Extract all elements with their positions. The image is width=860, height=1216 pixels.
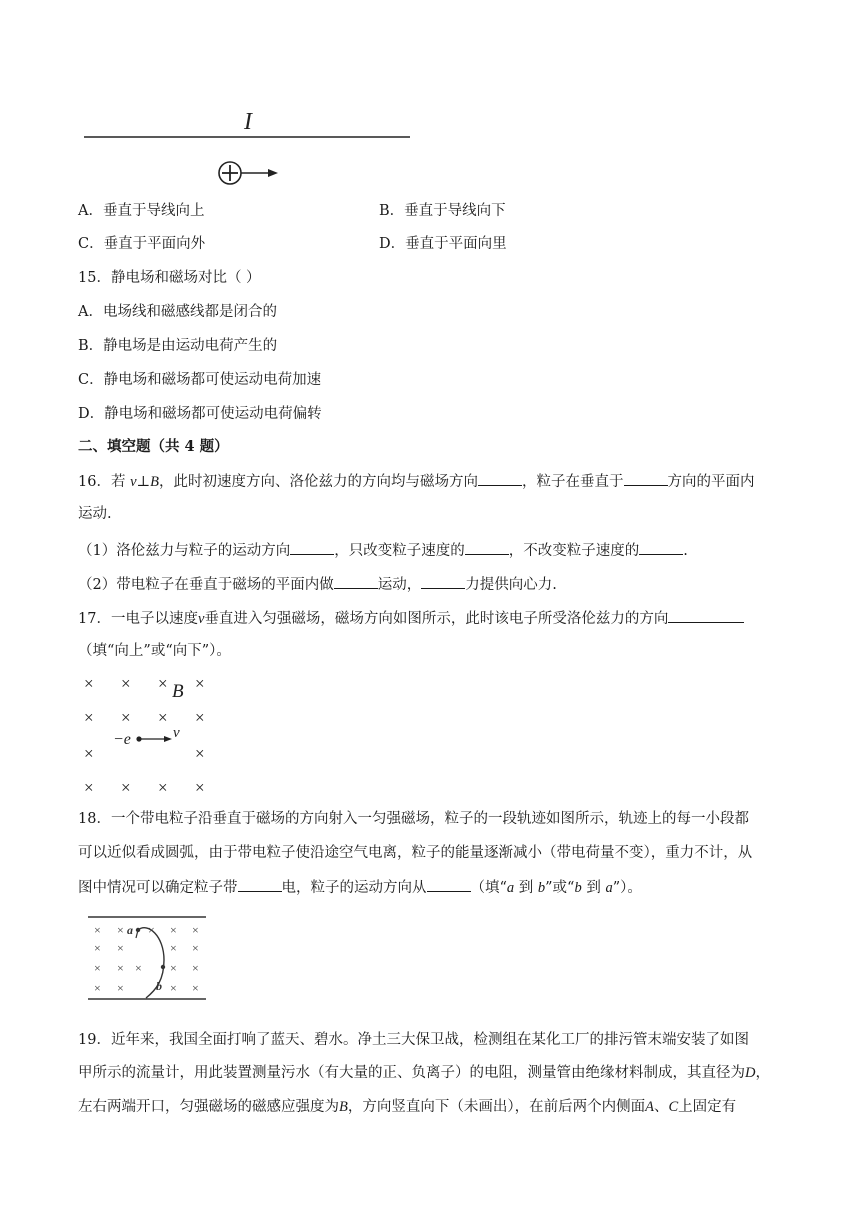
svg-text:×: ×: [195, 708, 205, 727]
q15-stem: 15．静电场和磁场对比（ ）: [78, 270, 261, 286]
answer-blank[interactable]: [478, 471, 522, 486]
q18-line3: 图中情况可以确定粒子带 电，粒子的运动方向从 （填“a 到 b”或“b 到 a”）。: [78, 877, 642, 898]
q16-line2: 运动.: [78, 506, 112, 522]
current-label: I: [244, 109, 252, 135]
q14-option-d: D．垂直于平面向里: [379, 236, 507, 252]
answer-blank[interactable]: [668, 608, 744, 623]
q19-line2: 甲所示的流量计，用此装置测量污水（有大量的正、负离子）的电阻，测量管由绝缘材料制成，其直径为D，: [78, 1065, 770, 1081]
svg-text:×: ×: [195, 744, 205, 763]
q16-line1: 16．若 v⊥B，此时初速度方向、洛伦兹力的方向均与磁场方向 ，粒子在垂直于 方向的平面内: [78, 471, 755, 492]
trajectory-field-crosses: [94, 923, 199, 995]
section-title-fill-in: 二、填空题（共 4 题）: [78, 438, 229, 455]
figure-particle-trajectory: [86, 914, 210, 1004]
answer-blank[interactable]: [427, 877, 471, 892]
svg-text:×: ×: [135, 961, 142, 975]
answer-blank[interactable]: [639, 540, 683, 555]
field-crosses: [84, 674, 205, 797]
svg-text:×: ×: [94, 941, 101, 955]
svg-text:×: ×: [192, 941, 199, 955]
q16-sub2: （2）带电粒子在垂直于磁场的平面内做 运动， 力提供向心力.: [78, 574, 557, 595]
q14-option-a: A．垂直于导线向上: [78, 203, 205, 219]
svg-text:×: ×: [84, 744, 94, 763]
q16-sub1: （1）洛伦兹力与粒子的运动方向 ，只改变粒子速度的 ，不改变粒子速度的 .: [78, 540, 688, 561]
answer-blank[interactable]: [624, 471, 668, 486]
svg-text:×: ×: [170, 981, 177, 995]
q14-option-b: B．垂直于导线向下: [379, 203, 506, 219]
electron-label: −e: [113, 731, 131, 748]
svg-text:×: ×: [84, 778, 94, 797]
figure-wire-current: [78, 104, 418, 188]
svg-text:×: ×: [117, 981, 124, 995]
q17-line2: （填“向上”或“向下”）。: [78, 643, 231, 659]
q19-line3: 左右两端开口，匀强磁场的磁感应强度为B，方向竖直向下（未画出），在前后两个内侧面A、C上固定有: [78, 1099, 737, 1115]
svg-text:×: ×: [117, 961, 124, 975]
svg-text:×: ×: [158, 674, 168, 693]
svg-text:×: ×: [84, 674, 94, 693]
q17-line1: 17．一电子以速度v垂直进入匀强磁场，磁场方向如图所示，此时该电子所受洛伦兹力的方向: [78, 608, 744, 629]
answer-blank[interactable]: [290, 540, 334, 555]
q15-option-a: A．电场线和磁感线都是闭合的: [78, 304, 277, 320]
q15-option-d: D．静电场和磁场都可使运动电荷偏转: [78, 406, 322, 422]
point-a-label: a: [127, 923, 133, 937]
svg-text:×: ×: [170, 941, 177, 955]
answer-blank[interactable]: [465, 540, 509, 555]
q15-option-b: B．静电场是由运动电荷产生的: [78, 338, 278, 354]
svg-text:×: ×: [94, 961, 101, 975]
field-label: B: [172, 681, 184, 702]
svg-text:×: ×: [158, 778, 168, 797]
svg-text:×: ×: [84, 708, 94, 727]
svg-text:×: ×: [94, 981, 101, 995]
svg-text:×: ×: [94, 923, 101, 937]
svg-text:×: ×: [158, 708, 168, 727]
svg-text:×: ×: [148, 923, 155, 937]
svg-text:×: ×: [117, 923, 124, 937]
svg-text:×: ×: [121, 778, 131, 797]
q18-line1: 18．一个带电粒子沿垂直于磁场的方向射入一匀强磁场，粒子的一段轨迹如图所示，轨迹上的每一小段都: [78, 811, 749, 827]
svg-text:×: ×: [121, 674, 131, 693]
svg-text:×: ×: [195, 674, 205, 693]
q18-line2: 可以近似看成圆弧，由于带电粒子使沿途空气电离，粒子的能量逐渐减小（带电荷量不变），重力不计，从: [78, 845, 753, 861]
q14-option-c: C．垂直于平面向外: [78, 236, 206, 252]
answer-blank[interactable]: [238, 877, 282, 892]
velocity-label: v: [173, 725, 180, 741]
answer-blank[interactable]: [334, 574, 378, 589]
figure-electron-magnetic-field: [78, 670, 218, 800]
q19-line1: 19．近年来，我国全面打响了蓝天、碧水。净土三大保卫战，检测组在某化工厂的排污管末端安装了如图: [78, 1032, 749, 1048]
svg-text:×: ×: [195, 778, 205, 797]
q15-option-c: C．静电场和磁场都可使运动电荷加速: [78, 372, 322, 388]
svg-text:×: ×: [192, 981, 199, 995]
svg-text:×: ×: [192, 961, 199, 975]
svg-text:×: ×: [121, 708, 131, 727]
svg-text:×: ×: [170, 961, 177, 975]
svg-text:×: ×: [170, 923, 177, 937]
svg-text:×: ×: [117, 941, 124, 955]
svg-text:×: ×: [192, 923, 199, 937]
answer-blank[interactable]: [421, 574, 465, 589]
point-b-label: b: [156, 979, 162, 993]
